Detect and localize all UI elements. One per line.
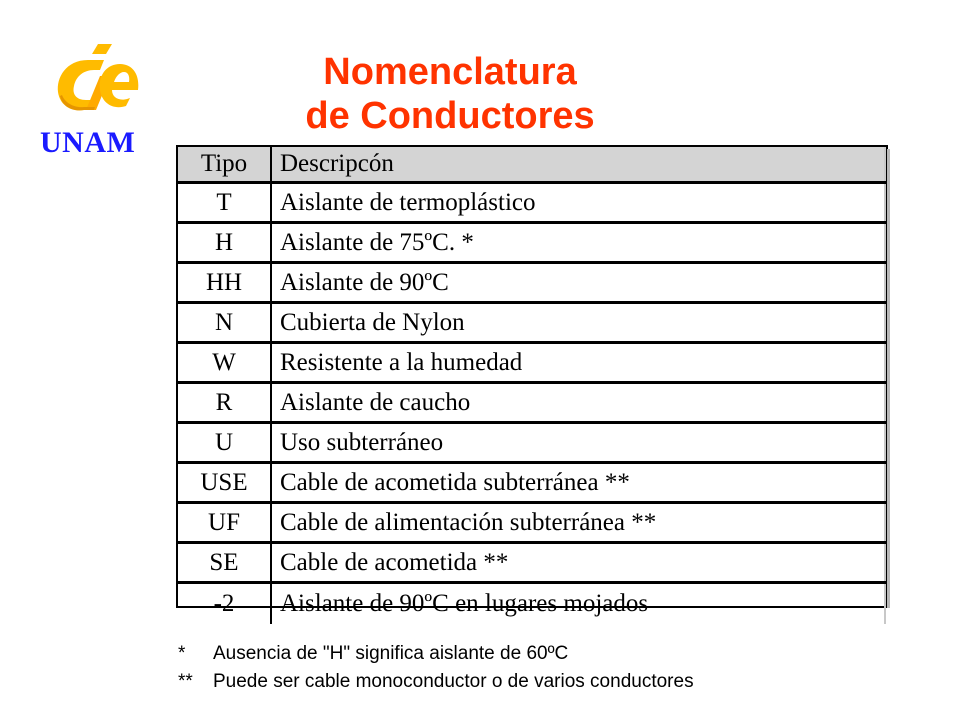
cell-descripcion: Resistente a la humedad	[271, 343, 885, 383]
table-row	[178, 583, 885, 625]
footnote	[178, 640, 694, 668]
table-row	[178, 383, 885, 423]
cell-descripcion: Cubierta de Nylon	[271, 303, 885, 343]
cell-tipo: T	[178, 183, 271, 223]
unam-logo	[40, 40, 140, 160]
cell-tipo: H	[178, 223, 271, 263]
cell-descripcion: Cable de acometida subterránea **	[271, 463, 885, 503]
cell-tipo: R	[178, 383, 271, 423]
footnote-text: Puede ser cable monoconductor o de varios conductores	[213, 671, 694, 692]
header-descripcion: Descripcón	[271, 147, 885, 183]
table-row	[178, 343, 885, 383]
cell-tipo: -2	[178, 583, 271, 625]
cell-tipo: SE	[178, 543, 271, 583]
table-row	[178, 463, 885, 503]
title-line-1: Nomenclatura	[323, 51, 577, 93]
footnote-mark: *	[178, 643, 186, 664]
cell-tipo: N	[178, 303, 271, 343]
cell-tipo: UF	[178, 503, 271, 543]
nomenclature-table	[176, 145, 888, 617]
page-title	[250, 50, 650, 138]
cell-descripcion: Aislante de 90ºC	[271, 263, 885, 303]
cell-descripcion: Cable de acometida **	[271, 543, 885, 583]
table-row	[178, 423, 885, 463]
footnote	[178, 668, 694, 696]
cell-descripcion: Aislante de 90ºC en lugares mojados	[271, 583, 885, 625]
cell-descripcion: Aislante de caucho	[271, 383, 885, 423]
logo-text: UNAM	[40, 126, 136, 159]
table-row	[178, 223, 885, 263]
table-row	[178, 263, 885, 303]
cell-tipo: HH	[178, 263, 271, 303]
table-row	[178, 543, 885, 583]
table-row	[178, 503, 885, 543]
cell-descripcion: Cable de alimentación subterránea **	[271, 503, 885, 543]
table-row	[178, 183, 885, 223]
table-header-row	[178, 147, 885, 183]
cell-descripcion: Aislante de termoplástico	[271, 183, 885, 223]
footnote-text: Ausencia de "H" significa aislante de 60ºC	[213, 643, 569, 664]
header-tipo: Tipo	[178, 147, 271, 183]
cell-descripcion: Uso subterráneo	[271, 423, 885, 463]
logo-mark-icon	[54, 40, 140, 120]
cell-descripcion: Aislante de 75ºC. *	[271, 223, 885, 263]
cell-tipo: W	[178, 343, 271, 383]
cell-tipo: USE	[178, 463, 271, 503]
cell-tipo: U	[178, 423, 271, 463]
title-line-2: de Conductores	[305, 95, 595, 137]
footnotes	[178, 640, 694, 696]
footnote-mark: **	[178, 671, 193, 692]
table-row	[178, 303, 885, 343]
